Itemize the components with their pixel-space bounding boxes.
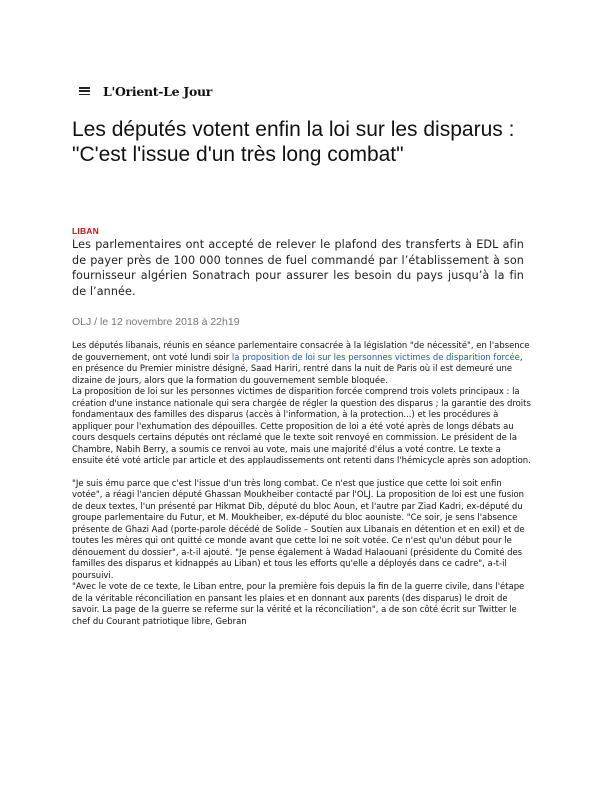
article-paragraph [72, 340, 534, 386]
article-lead: Les parlementaires ont accepté de relever le plafond des transferts à EDL afin de payer près de 100 000 tonnes de fuel commandé par l’établissement à son fournisseur algérien Sonatrach pour assurer les besoin du pays jusqu’à la fin de l’année. [72, 238, 524, 298]
law-proposal-link[interactable]: la proposition de loi sur les personnes victimes de disparition forcée [231, 351, 520, 362]
site-header [79, 83, 212, 99]
article-title: Les députés votent enfin la loi sur les disparus : "C'est l'issue d'un très long combat" [72, 118, 515, 166]
article-paragraph: "Avec le vote de ce texte, le Liban entre, pour la première fois depuis la fin de la guerre civile, dans l'étape de la véritable réconciliation en pansant les plaies et en donnant aux parents (des disparus) le droit de savoir. La page de la guerre se referme sur la vérité et la réconciliation", a de son côté écrit sur Twitter le chef du Courant patriotique libre, Gebran [72, 581, 525, 626]
article-body [72, 340, 534, 627]
site-logo[interactable]: L'Orient-Le Jour [103, 83, 213, 99]
article-paragraph: "Je suis ému parce que c'est l'issue d'un très long combat. Ce n'est que justice que cette loi soit enfin votée", a réagi l'ancien député Ghassan Moukheiber contacté par l'OLJ. La proposition de loi est une fusion de deux textes, l'un présenté par Hikmat Dib, député du bloc Aoun, et l'autre par Ziad Kadri, ex-député du groupe parlementaire du Futur, et M. Moukheiber, ex-député du bloc aouniste. "Ce soir, je sens l'absence présente de Ghazi Aad (porte-parole décédé de Solide – Soutien aux Libanais en détention et en exil) et de toutes les mères qui ont quitté ce monde avant que cette loi ne soit votée. Ce n'est qu'un début pour le dénouement du dossier", a-t-il ajouté. "Je pense également à Wadad Halaouani (présidente du Comité des familles des disparus et kidnappés au Liban) et tous les efforts qu'elle a déployés dans ce cadre", a-t-il poursuivi. [72, 477, 525, 580]
paragraph-text: , en présence du Premier ministre désigné, Saad Hariri, rentré dans la nuit de Paris où il est demeuré une dizaine de jours, alors que la formation du gouvernement semble bloquée. [72, 351, 523, 385]
article-byline: OLJ / le 12 novembre 2018 à 22h19 [72, 316, 240, 328]
section-label[interactable]: LIBAN [72, 226, 99, 236]
article-paragraph: La proposition de loi sur les personnes victimes de disparition forcée comprend trois volets principaux : la création d'une instance nationale qui sera chargée de régler la question des disparus ; la garantie des droits fondamentaux des familles des disparus (accès à l'information, à la protection...) et les procédures à appliquer pour l'exhumation des dépouilles. Cette proposition de loi a été voté après de longs débats au cours desquels certains députés ont réclamé que le texte soit renvoyé en commission. Le président de la Chambre, Nabih Berry, a soumis ce renvoi au vote, mais une majorité d'élus a voté contre. Le texte a ensuite été voté article par article et des applaudissements ont retenti dans l'hémicycle après son adoption. [72, 386, 531, 465]
paragraph-text: Les députés libanais, réunis en séance parlementaire consacrée à la législation "de nécessité", en l'absence de gouvernement, ont voté lundi soir [72, 340, 530, 362]
hamburger-menu-icon[interactable] [79, 87, 90, 95]
